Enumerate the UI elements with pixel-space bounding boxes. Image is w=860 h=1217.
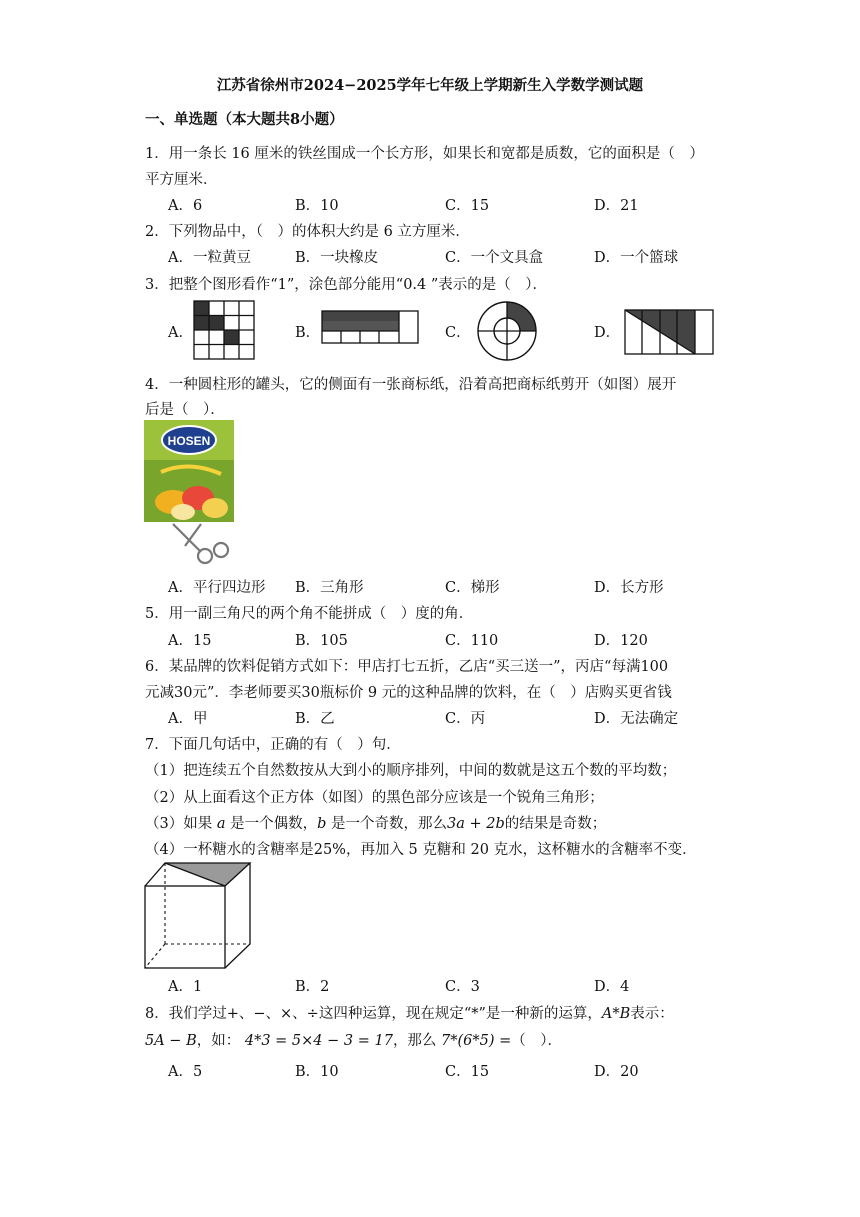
q2-option-b[interactable]: B．一块橡皮: [295, 250, 379, 266]
q5-option-a[interactable]: A．15: [168, 633, 212, 649]
q3-option-d[interactable]: D．: [594, 325, 621, 341]
q2-option-a[interactable]: A．一粒黄豆: [168, 250, 251, 266]
q8-option-c[interactable]: C．15: [445, 1064, 490, 1080]
q1-option-b[interactable]: B．10: [295, 198, 339, 214]
q4-option-c[interactable]: C．梯形: [445, 580, 500, 596]
q5-option-c[interactable]: C．110: [445, 633, 499, 649]
q4-stem-line2: 后是（ ）．: [145, 402, 225, 418]
q8-line1-tail: 表示：: [630, 1006, 674, 1022]
q3-option-c[interactable]: C．: [445, 325, 471, 341]
q8-option-d[interactable]: D．20: [594, 1064, 639, 1080]
q3-figure-a-grid: [193, 300, 255, 360]
q7-s3-var-a: a: [216, 816, 226, 832]
q6-option-c[interactable]: C．丙: [445, 711, 486, 727]
q4-option-a[interactable]: A．平行四边形: [168, 580, 266, 596]
q4-stem-line1: 4．一种圆柱形的罐头，它的侧面有一张商标纸，沿着高把商标纸剪开（如图）展开: [145, 377, 677, 393]
q7-s3-part1: （3）如果: [145, 816, 213, 832]
q8-question-expression: 7*(6*5) =: [441, 1033, 512, 1049]
q2-option-d[interactable]: D．一个篮球: [594, 250, 679, 266]
page-title: 江苏省徐州市2024−2025学年七年级上学期新生入学数学测试题: [216, 77, 644, 94]
q8-option-a[interactable]: A．5: [168, 1064, 203, 1080]
q3-figure-d-rectangle: [624, 309, 714, 355]
q7-s3-expression: 3a + 2b: [447, 816, 505, 832]
q8-definition-expression: 5A − B: [145, 1033, 197, 1049]
q1-option-c[interactable]: C．15: [445, 198, 490, 214]
q8-example-expression: 4*3 = 5×4 − 3 = 17: [244, 1033, 393, 1049]
q8-line1-text: 8．我们学过+、−、×、÷这四种运算，现在规定“*”是一种新的运算，: [145, 1006, 602, 1022]
section-heading: 一、单选题（本大题共8小题）: [145, 111, 344, 128]
q1-stem-line1: 1．用一条长 16 厘米的铁丝围成一个长方形，如果长和宽都是质数，它的面积是（ ）: [145, 146, 704, 162]
q2-option-c[interactable]: C．一个文具盒: [445, 250, 544, 266]
q7-s3-part4: 的结果是奇数；: [504, 816, 607, 832]
q7-statement-2: （2）从上面看这个正方体（如图）的黑色部分应该是一个锐角三角形；: [145, 790, 604, 806]
q7-s3-part3: 是一个奇数，那么: [331, 816, 448, 832]
q7-stem: 7．下面几句话中，正确的有（ ）句．: [145, 737, 401, 753]
q6-stem-line1: 6．某品牌的饮料促销方式如下：甲店打七五折，乙店“买三送一”，丙店“每满100: [145, 659, 669, 675]
q7-s3-part2: 是一个偶数，: [230, 816, 318, 832]
q7-statement-1: （1）把连续五个自然数按从大到小的顺序排列，中间的数就是这五个数的平均数；: [145, 763, 677, 779]
q8-stem-line1: [145, 1002, 674, 1023]
q6-option-b[interactable]: B．乙: [295, 711, 335, 727]
q8-option-b[interactable]: B．10: [295, 1064, 339, 1080]
q5-options: [168, 629, 788, 651]
q8-answer-blank: （ ）．: [511, 1033, 563, 1049]
q8-example-lead: ，如：: [196, 1033, 241, 1049]
q2-stem: 2．下列物品中，（ ）的体积大约是 6 立方厘米．: [145, 224, 470, 240]
q8-options: [168, 1060, 788, 1082]
q7-option-c[interactable]: C．3: [445, 979, 480, 995]
q4-brand-text: HOSEN: [167, 434, 211, 448]
q4-can-label-figure: [143, 420, 235, 570]
q7-option-a[interactable]: A．1: [168, 979, 203, 995]
q4-option-d[interactable]: D．长方形: [594, 580, 664, 596]
q6-option-d[interactable]: D．无法确定: [594, 711, 679, 727]
q8-operator-expression: A*B: [601, 1006, 631, 1022]
q5-stem: 5．用一副三角尺的两个角不能拼成（ ）度的角．: [145, 606, 474, 622]
q7-option-b[interactable]: B．2: [295, 979, 330, 995]
q3-figure-c-circle: [476, 300, 538, 362]
q1-option-d[interactable]: D．21: [594, 198, 639, 214]
q8-stem-line2: [145, 1029, 562, 1050]
q5-option-d[interactable]: D．120: [594, 633, 648, 649]
q6-stem-line2: 元减30元”．李老师要买30瓶标价 9 元的这种品牌的饮料，在（ ）店购买更省钱: [145, 685, 672, 701]
q7-option-d[interactable]: D．4: [594, 979, 630, 995]
q3-stem: 3．把整个图形看作“1”，涂色部分能用“0.4 ”表示的是（ ）．: [145, 277, 548, 293]
q1-option-a[interactable]: A．6: [168, 198, 203, 214]
q1-options: [168, 194, 788, 216]
q4-option-b[interactable]: B．三角形: [295, 580, 364, 596]
q8-question-lead: ，那么: [392, 1033, 437, 1049]
q7-cube-figure: [143, 860, 253, 970]
q7-statement-4: （4）一杯糖水的含糖率是25%，再加入 5 克糖和 20 克水，这杯糖水的含糖率不变．: [145, 842, 697, 858]
q6-options: [168, 707, 788, 729]
q4-options: [168, 576, 788, 598]
q3-figure-b-strip: [321, 310, 419, 344]
q3-option-b[interactable]: B．: [295, 325, 321, 341]
q7-options: [168, 975, 788, 997]
q2-options: [168, 246, 788, 268]
q7-s3-var-b: b: [317, 816, 327, 832]
q3-option-a[interactable]: A．: [168, 325, 193, 341]
q5-option-b[interactable]: B．105: [295, 633, 348, 649]
q1-stem-line2: 平方厘米．: [145, 172, 218, 188]
q6-option-a[interactable]: A．甲: [168, 711, 208, 727]
q7-statement-3: [145, 812, 606, 833]
